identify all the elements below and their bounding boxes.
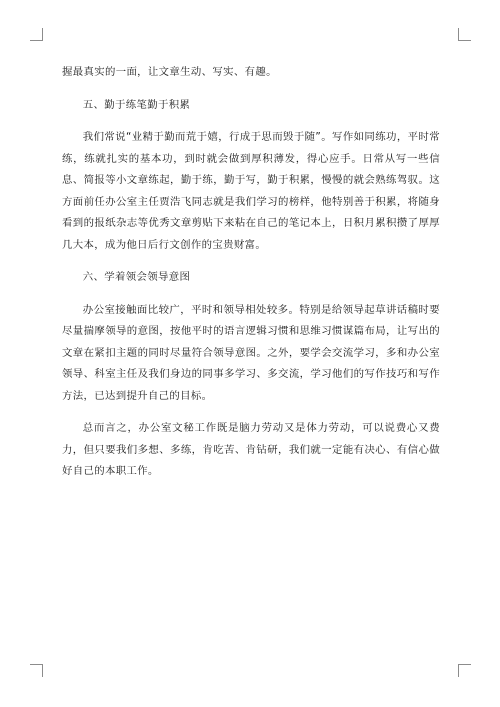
paragraph-conclusion: 总而言之，办公室文秘工作既是脑力劳动又是体力劳动，可以说费心又费力，但只要我们多想、多练，肯吃苦、肯钻研，我们就一定能有决心、有信心做好自己的本职工作。 (62, 422, 440, 477)
crop-mark-bottom-right (458, 664, 471, 677)
paragraph-leadership: 办公室接触面比较广，平时和领导相处较多。特别是给领导起草讲话稿时要尽量揣摩领导的意图，按他平时的语言逻辑习惯和思维习惯谋篇布局，让写出的文章在紧扣主题的同时尽量符合领导意图。之外，要学会交流学习，多和办公室领导、科室主任及我们身边的同事多学习、多交流，学习他们的写作技巧和写作方法，已达到提升自己的目标。 (62, 303, 440, 402)
crop-mark-top-right (458, 28, 471, 41)
paragraph-continuation: 握最真实的一面，让文章生动、写实、有趣。 (62, 66, 277, 78)
crop-mark-bottom-left (30, 664, 43, 677)
section-heading-6: 六、学着领会领导意图 (82, 271, 191, 283)
section-heading-5: 五、勤于练笔勤于积累 (82, 98, 191, 111)
paragraph-practice: 我们常说“业精于勤而荒于嬉，行成于思而毁于随”。写作如同练功，平时常练，练就扎实的基本功，到时就会做到厚积薄发，得心应手。日常从写一些信息、简报等小文章练起，勤于练，勤于写，勤于积累，慢慢的就会熟练驾驭。这方面前任办公室主任贾浩飞同志就是我们学习的榜样，他特别善于积累，将随身看到的报纸杂志等优秀文章剪贴下来粘在自己的笔记本上，日积月累积攒了厚厚几大本，成为他日后行文创作的宝贵财富。 (62, 131, 440, 251)
crop-mark-top-left (30, 28, 43, 41)
document-body (62, 62, 440, 494)
